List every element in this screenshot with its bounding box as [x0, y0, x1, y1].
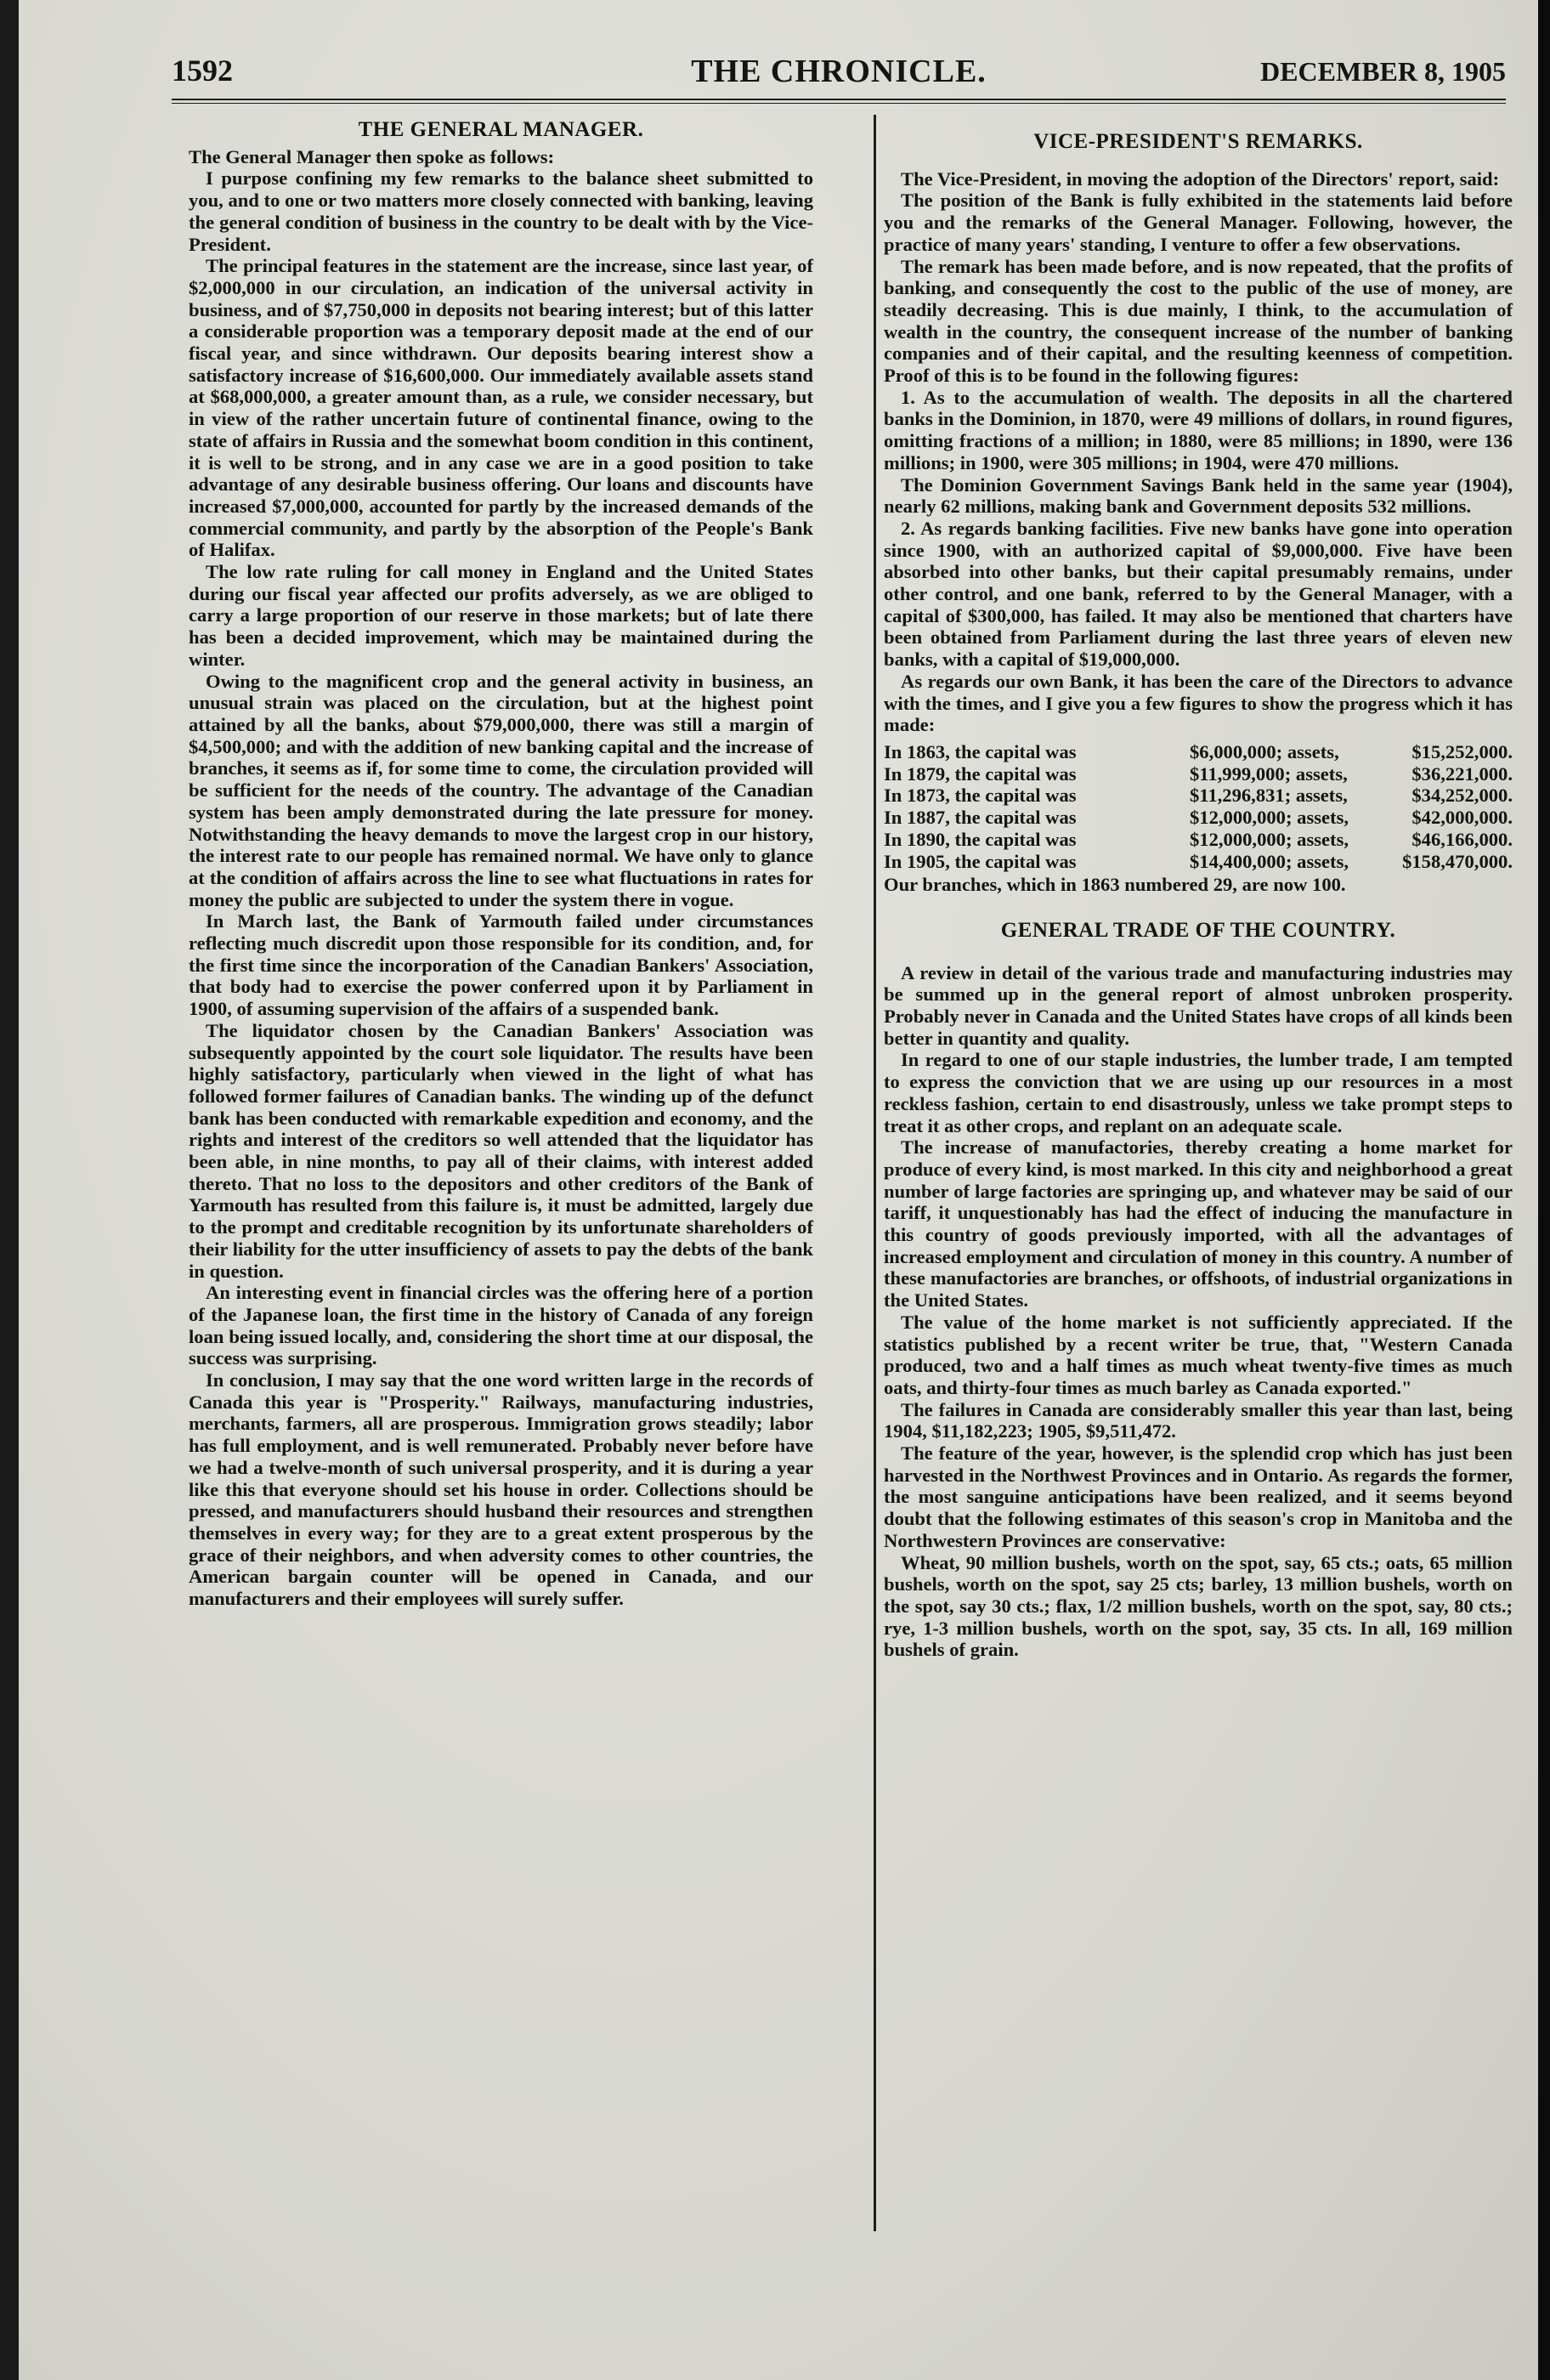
- vp-paragraph-4: 1. As to the accumulation of wealth. The deposits in all the chartered banks in the Dominion, in 1870, were 49 millions of dollars, in round figures, omitting fractions of a million; in 1880, were 85 millions; in 1890, were 136 millions; in 1900, were 305 millions; in 1904, were 470 millions.: [884, 386, 1513, 473]
- gm-paragraph-8: An interesting event in financial circles was the offering here of a portion of the Japanese loan, the first time in the history of Canada of any foreign loan being issued locally, and, considering the short time at our disposal, the success was surprising.: [189, 1282, 813, 1369]
- table-row: In 1887, the capital was $12,000,000; assets, $42,000,000.: [884, 807, 1513, 829]
- gm-paragraph-3: The principal features in the statement are the increase, since last year, of $2,000,000 in our circulation, an indication of the universal activity in business, and of $7,750,000 in deposits not bearing interest; but of this latter a considerable proportion was a temporary deposit made at the end of our fiscal year, and since withdrawn. Our deposits bearing interest show a satisfactory increase of $16,600,000. Our immediately available assets stand at $68,000,000, a greater amount than, as a rule, we consider necessary, but in view of the rather uncertain future of continental finance, owing to the state of affairs in Russia and the somewhat boom condition in this continent, it is well to be strong, and in any case we are in a good position to take advantage of any desirable business offering. Our loans and discounts have increased $7,000,000, accounted for partly by the increased demands of the commercial community, and partly by the absorption of the People's Bank of Halifax.: [189, 255, 813, 561]
- scan-edge: [1538, 0, 1550, 2380]
- trade-paragraph-6: The feature of the year, however, is the splendid crop which has just been harvested in the Northwest Provinces and in Ontario. As regards the former, the most sanguine anticipations have been realized, and it seems beyond doubt that the following estimates of this season's crop in Manitoba and the Northwestern Provinces are conservative:: [884, 1442, 1513, 1551]
- vp-paragraph-6: 2. As regards banking facilities. Five new banks have gone into operation since 1900, with an authorized capital of $9,000,000. Five have been absorbed into other banks, but their capital presumably remains, under other control, and one bank, referred to by the General Manager, with a capital of $300,000, has failed. It may also be mentioned that charters have been obtained from Parliament during the last three years of eleven new banks, with a capital of $19,000,000.: [884, 517, 1513, 671]
- gm-paragraph-6: In March last, the Bank of Yarmouth failed under circumstances reflecting much discredit upon those responsible for its condition, and, for the first time since the incorporation of the Canadian Bankers' Association, that body had to exercise the power conferred upon it by Parliament in 1900, of assuming supervision of the affairs of a suspended bank.: [189, 910, 813, 1020]
- gm-paragraph-2: I purpose confining my few remarks to the balance sheet submitted to you, and to one or two matters more closely connected with banking, leaving the general condition of business in the country to be dealt with by the Vice-President.: [189, 167, 813, 255]
- vp-paragraph-5: The Dominion Government Savings Bank held in the same year (1904), nearly 62 millions, making bank and Government deposits 532 millions.: [884, 473, 1513, 518]
- issue-date: DECEMBER 8, 1905: [1260, 56, 1506, 87]
- table-row: In 1863, the capital was $6,000,000; assets, $15,252,000.: [884, 740, 1513, 762]
- vp-paragraph-2: The position of the Bank is fully exhibited in the statements laid before you and the remarks of the General Manager. Following, however, the practice of many years' standing, I venture to offer a few observations.: [884, 190, 1513, 255]
- trade-paragraph-1: A review in detail of the various trade and manufacturing industries may be summed up in the general report of almost unbroken prosperity. Probably never in Canada and the United States have crops of all kinds been better in quantity and quality.: [884, 961, 1513, 1049]
- publication-title: THE CHRONICLE.: [691, 54, 987, 89]
- header-rule: [172, 99, 1506, 100]
- gm-paragraph-4: The low rate ruling for call money in England and the United States during our fiscal year affected our profits adversely, as we are obliged to carry a large proportion of our reserve in those markets; but of late there has been a decided improvement, which may be maintained during the winter.: [189, 561, 813, 670]
- general-trade-heading: GENERAL TRADE OF THE COUNTRY.: [1000, 918, 1396, 942]
- gm-paragraph-1: The General Manager then spoke as follows:: [189, 145, 555, 167]
- section-gap: [884, 896, 1513, 920]
- column-separator: [874, 115, 876, 2231]
- newspaper-page: [19, 0, 1540, 2380]
- branches-line: Our branches, which in 1863 numbered 29, are now 100.: [884, 874, 1346, 896]
- right-column: [884, 119, 1513, 1661]
- trade-paragraph-3: The increase of manufactories, thereby creating a home market for produce of every kind, is most marked. In this city and neighborhood a great number of large factories are springing up, and whatever may be said of our tariff, it unquestionably has had the effect of inducing the manufacture in this country of goods previously imported, with all the advantages of increased employment and circulation of money in this country. A number of these manufactories are branches, or offshoots, of industrial organizations in the United States.: [884, 1136, 1513, 1312]
- general-manager-heading: THE GENERAL MANAGER.: [358, 118, 644, 141]
- table-row: In 1905, the capital was $14,400,000; assets, $158,470,000.: [884, 850, 1513, 872]
- trade-paragraph-2: In regard to one of our staple industries, the lumber trade, I am tempted to express the conviction that we are using up our resources in a most reckless fashion, certain to end disastrously, unless we take prompt steps to treat it as other crops, and replant on an adequate scale.: [884, 1049, 1513, 1136]
- vp-paragraph-1: The Vice-President, in moving the adoption of the Directors' report, said:: [901, 167, 1500, 190]
- header-rule-thin: [172, 103, 1506, 104]
- page-number: 1592: [172, 54, 233, 88]
- vp-paragraph-7: As regards our own Bank, it has been the care of the Directors to advance with the times, and I give you a few figures to show the progress which it has made:: [884, 670, 1513, 736]
- gm-paragraph-5: Owing to the magnificent crop and the general activity in business, an unusual strain was placed on the circulation, but at the highest point attained by all the banks, about $79,000,000, there was still a margin of $4,500,000; and with the addition of new banking capital and the increase of branches, it seems as if, for some time to come, the circulation provided will be sufficient for the needs of the country. The advantage of the Canadian system has been amply demonstrated during the late pressure for money. Notwithstanding the heavy demands to move the largest crop in our history, the interest rate to our people has remained normal. We have only to glance at the condition of affairs across the line to see what fluctuations in rates for money the public are subjected to under the system there in vogue.: [189, 670, 813, 910]
- gm-paragraph-9: In conclusion, I may say that the one word written large in the records of Canada this year is "Prosperity." Railways, manufacturing industries, merchants, farmers, all are prosperous. Immigration grows steadily; labor has full employment, and is well remunerated. Probably never before have we had a twelve-month of such universal prosperity, and it is during a year like this that everyone should set his house in order. Collections should be pressed, and manufacturers should husband their resources and strengthen themselves in every way; for they are to a great extent prosperous by the grace of their neighbors, and when adversity comes to other countries, the American bargain counter will be opened in Canada, and our manufacturers and their employees will surely suffer.: [189, 1369, 813, 1610]
- gm-paragraph-7: The liquidator chosen by the Canadian Bankers' Association was subsequently appointed by the court sole liquidator. The results have been highly satisfactory, particularly when viewed in the light of what has followed former failures of Canadian banks. The winding up of the defunct bank has been conducted with remarkable expedition and economy, and the rights and interest of the creditors so well attended that the liquidator has been able, in nine months, to pay all of their claims, with interest added thereto. That no loss to the depositors and other creditors of the Bank of Yarmouth has resulted from this failure is, it must be admitted, largely due to the prompt and creditable recognition by its unfortunate shareholders of their liability for the utter insufficiency of assets to pay the debts of the bank in question.: [189, 1019, 813, 1282]
- trade-paragraph-7: Wheat, 90 million bushels, worth on the spot, say, 65 cts.; oats, 65 million bushels, worth on the spot, say 25 cts; barley, 13 million bushels, worth on the spot, say 30 cts.; flax, 1/2 million bushels, worth on the spot, say, 80 cts.; rye, 1-3 million bushels, worth on the spot, say, 35 cts. In all, 169 million bushels of grain.: [884, 1551, 1513, 1661]
- trade-paragraph-5: The failures in Canada are considerably smaller this year than last, being 1904, $11,182,223; 1905, $9,511,472.: [884, 1398, 1513, 1442]
- trade-paragraph-4: The value of the home market is not sufficiently appreciated. If the statistics published by a recent writer be true, that, "Western Canada produced, two and a half times as much wheat twenty-five times as much oats, and thirty-four times as much barley as Canada exported.": [884, 1311, 1513, 1398]
- table-row: In 1873, the capital was $11,296,831; assets, $34,252,000.: [884, 785, 1513, 807]
- vice-president-heading: VICE-PRESIDENT'S REMARKS.: [1033, 130, 1363, 153]
- running-header: [172, 53, 1506, 95]
- left-column: [189, 119, 813, 1610]
- capital-table: [884, 741, 1513, 872]
- table-row: In 1879, the capital was $11,999,000; assets, $36,221,000.: [884, 762, 1513, 785]
- table-row: In 1890, the capital was $12,000,000; assets, $46,166,000.: [884, 828, 1513, 850]
- vp-paragraph-3: The remark has been made before, and is now repeated, that the profits of banking, and consequently the cost to the public of the use of money, are steadily decreasing. This is due mainly, I think, to the accumulation of wealth in the country, the consequent increase of the number of banking companies and of their capital, and the resulting keenness of competition. Proof of this is to be found in the following figures:: [884, 255, 1513, 387]
